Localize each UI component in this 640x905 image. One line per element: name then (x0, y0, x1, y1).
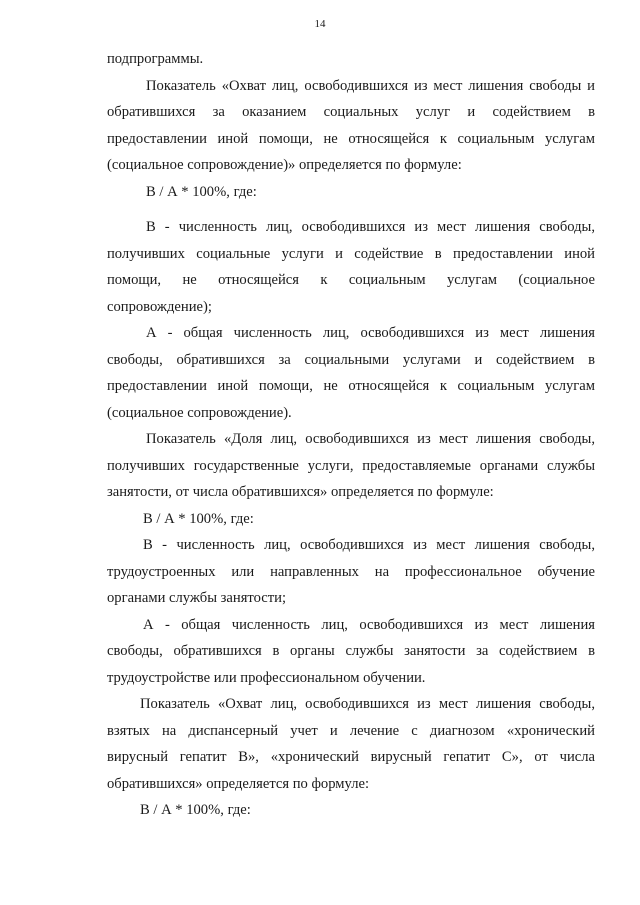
paragraph-line: (социальное сопровождение). (107, 404, 292, 421)
paragraph-line: обратившихся» определяется по формуле: (107, 775, 370, 792)
paragraph-line: предоставлении иной помощи, не относящейся к социальным услугам (107, 130, 595, 147)
paragraph-line: свободы, обратившихся за социальными услугами и содействием в (107, 351, 595, 368)
paragraph-line: свободы, обратившихся в органы службы занятости за содействием в (107, 643, 595, 659)
text-line: подпрограммы. (107, 51, 204, 67)
paragraph-line: органами службы занятости; (107, 590, 287, 606)
paragraph-line: занятости, от числа обратившихся» определяется по формуле: (107, 484, 494, 500)
paragraph-line: Показатель «Охват лиц, освободившихся из мест лишения свободы и (146, 77, 595, 94)
paragraph-line: вирусный гепатит В», «хронический вирусный гепатит С», от числа (107, 749, 595, 765)
paragraph-line: А - общая численность лиц, освободившихся из мест лишения (146, 325, 595, 341)
paragraph-line: Показатель «Доля лиц, освободившихся из мест лишения свободы, (146, 431, 595, 447)
paragraph-line: предоставлении иной помощи, не относящейся к социальным услугам (107, 378, 595, 394)
paragraph-line: А - общая численность лиц, освободившихся из мест лишения (143, 616, 595, 633)
paragraph-line: (социальное сопровождение)» определяется по формуле: (107, 157, 462, 173)
paragraph-line: трудоустроенных или направленных на профессиональное обучение (107, 563, 595, 580)
paragraph-line: трудоустройстве или профессиональном обучении. (107, 669, 426, 686)
paragraph-line: помощи, не относящейся к социальным услугам (социальное (107, 272, 595, 288)
paragraph-line: получивших социальные услуги и содействие в предоставлении иной (107, 245, 595, 262)
paragraph-line: получивших государственные услуги, предоставляемые органами службы (107, 457, 595, 474)
document-body (107, 46, 595, 824)
paragraph-line: обратившихся за оказанием социальных услуг и содействием в (107, 104, 595, 120)
paragraph-line: В - численность лиц, освободившихся из мест лишения свободы, (143, 537, 595, 553)
paragraph-line: сопровождение); (107, 298, 212, 315)
formula-line: В / А * 100%, где: (143, 510, 254, 527)
paragraph-line: взятых на диспансерный учет и лечение с диагнозом «хронический (107, 722, 595, 739)
spacer (107, 205, 595, 214)
paragraph-line: Показатель «Охват лиц, освободившихся из мест лишения свободы, (140, 696, 595, 712)
formula-line: В / А * 100%, где: (146, 183, 257, 200)
paragraph-line: В - численность лиц, освободившихся из мест лишения свободы, (146, 219, 595, 235)
page-number: 14 (314, 18, 326, 30)
formula-line: В / А * 100%, где: (140, 802, 251, 818)
